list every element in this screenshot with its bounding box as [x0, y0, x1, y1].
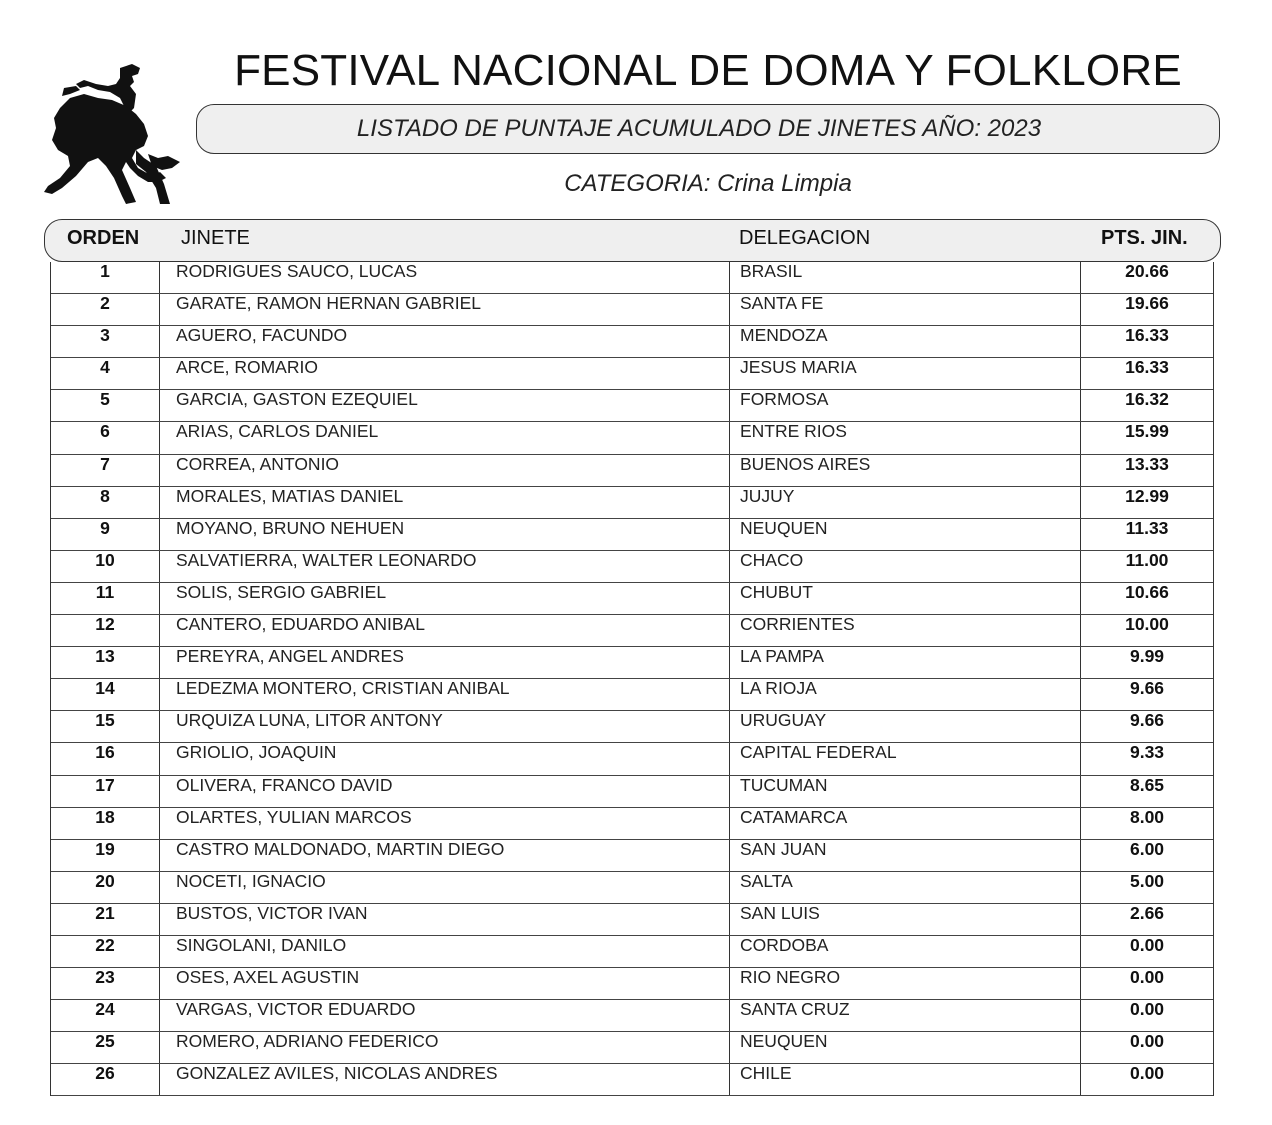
- orden-cell: 9: [51, 519, 160, 550]
- pts-cell: 9.33: [1129, 742, 1165, 763]
- orden-cell: 15: [51, 711, 160, 742]
- table-row: [51, 1064, 1213, 1096]
- orden-cell: 22: [51, 936, 160, 967]
- orden-cell: 10: [51, 551, 160, 582]
- pts-cell: 16.32: [1125, 389, 1169, 410]
- jinete-cell: RODRIGUES SAUCO, LUCAS: [160, 262, 730, 293]
- column-header-jinete: JINETE: [181, 227, 250, 249]
- orden-cell: 18: [51, 808, 160, 839]
- table-row: [51, 326, 1213, 358]
- pts-cell: 15.99: [1125, 421, 1169, 442]
- jinete-cell: SALVATIERRA, WALTER LEONARDO: [160, 551, 730, 582]
- jinete-cell: MORALES, MATIAS DANIEL: [160, 487, 730, 518]
- jinete-cell: LEDEZMA MONTERO, CRISTIAN ANIBAL: [160, 679, 730, 710]
- jinete-cell: GARCIA, GASTON EZEQUIEL: [160, 390, 730, 421]
- table-row: [51, 743, 1213, 775]
- jinete-cell: CANTERO, EDUARDO ANIBAL: [160, 615, 730, 646]
- column-header-pts: PTS. JIN.: [1101, 227, 1188, 249]
- delegacion-cell: SANTA FE: [730, 294, 1081, 325]
- delegacion-cell: SALTA: [730, 872, 1081, 903]
- pts-cell: 10.66: [1125, 581, 1169, 602]
- jinete-cell: CASTRO MALDONADO, MARTIN DIEGO: [160, 840, 730, 871]
- delegacion-cell: ENTRE RIOS: [730, 422, 1081, 453]
- delegacion-cell: LA PAMPA: [730, 647, 1081, 678]
- delegacion-cell: NEUQUEN: [730, 519, 1081, 550]
- delegacion-cell: JESUS MARIA: [730, 358, 1081, 389]
- jinete-cell: GARATE, RAMON HERNAN GABRIEL: [160, 294, 730, 325]
- pts-cell: 0.00: [1129, 967, 1165, 988]
- jinete-cell: MOYANO, BRUNO NEHUEN: [160, 519, 730, 550]
- delegacion-cell: CAPITAL FEDERAL: [730, 743, 1081, 774]
- table-row: [51, 840, 1213, 872]
- table-row: [51, 1032, 1213, 1064]
- table-row: [51, 904, 1213, 936]
- category-label: CATEGORIA: Crina Limpia: [564, 170, 852, 197]
- orden-cell: 20: [51, 872, 160, 903]
- pts-cell: 11.33: [1125, 517, 1169, 538]
- results-table: [50, 262, 1214, 1096]
- jinete-cell: NOCETI, IGNACIO: [160, 872, 730, 903]
- column-header-orden: ORDEN: [67, 227, 140, 249]
- pts-cell: 12.99: [1125, 485, 1169, 506]
- table-row: [51, 294, 1213, 326]
- table-row: [51, 262, 1213, 294]
- orden-cell: 24: [51, 1000, 160, 1031]
- delegacion-cell: CHUBUT: [730, 583, 1081, 614]
- orden-cell: 4: [51, 358, 160, 389]
- orden-cell: 21: [51, 904, 160, 935]
- pts-cell: 9.99: [1129, 646, 1165, 667]
- table-row: [51, 519, 1213, 551]
- jinete-cell: PEREYRA, ANGEL ANDRES: [160, 647, 730, 678]
- orden-cell: 19: [51, 840, 160, 871]
- pts-cell: 5.00: [1129, 870, 1165, 891]
- table-row: [51, 1000, 1213, 1032]
- table-row: [51, 390, 1213, 422]
- jinete-cell: GONZALEZ AVILES, NICOLAS ANDRES: [160, 1064, 730, 1095]
- jinete-cell: ROMERO, ADRIANO FEDERICO: [160, 1032, 730, 1063]
- pts-cell: 6.00: [1129, 838, 1165, 859]
- jinete-cell: SOLIS, SERGIO GABRIEL: [160, 583, 730, 614]
- delegacion-cell: JUJUY: [730, 487, 1081, 518]
- table-row: [51, 358, 1213, 390]
- pts-cell: 0.00: [1129, 1063, 1165, 1084]
- pts-cell: 8.00: [1129, 806, 1165, 827]
- pts-cell: 0.00: [1129, 934, 1165, 955]
- delegacion-cell: SAN LUIS: [730, 904, 1081, 935]
- subtitle-banner: [196, 104, 1220, 154]
- orden-cell: 3: [51, 326, 160, 357]
- orden-cell: 8: [51, 487, 160, 518]
- jinete-cell: GRIOLIO, JOAQUIN: [160, 743, 730, 774]
- orden-cell: 7: [51, 455, 160, 486]
- delegacion-cell: LA RIOJA: [730, 679, 1081, 710]
- table-row: [51, 551, 1213, 583]
- pts-cell: 0.00: [1129, 1031, 1165, 1052]
- delegacion-cell: CHILE: [730, 1064, 1081, 1095]
- jinete-cell: ARCE, ROMARIO: [160, 358, 730, 389]
- jinete-cell: VARGAS, VICTOR EDUARDO: [160, 1000, 730, 1031]
- delegacion-cell: BRASIL: [730, 262, 1081, 293]
- table-row: [51, 487, 1213, 519]
- jinete-cell: CORREA, ANTONIO: [160, 455, 730, 486]
- delegacion-cell: BUENOS AIRES: [730, 455, 1081, 486]
- jinete-cell: OLARTES, YULIAN MARCOS: [160, 808, 730, 839]
- table-row: [51, 422, 1213, 454]
- pts-cell: 9.66: [1129, 678, 1165, 699]
- table-row: [51, 711, 1213, 743]
- jinete-cell: OSES, AXEL AGUSTIN: [160, 968, 730, 999]
- pts-cell: 2.66: [1129, 902, 1165, 923]
- jinete-cell: SINGOLANI, DANILO: [160, 936, 730, 967]
- table-row: [51, 647, 1213, 679]
- delegacion-cell: SANTA CRUZ: [730, 1000, 1081, 1031]
- pts-cell: 10.00: [1125, 614, 1169, 635]
- delegacion-cell: MENDOZA: [730, 326, 1081, 357]
- delegacion-cell: TUCUMAN: [730, 776, 1081, 807]
- table-header: [44, 219, 1221, 262]
- table-row: [51, 583, 1213, 615]
- orden-cell: 13: [51, 647, 160, 678]
- table-row: [51, 776, 1213, 808]
- pts-cell: 16.33: [1125, 325, 1169, 346]
- table-row: [51, 968, 1213, 1000]
- table-row: [51, 455, 1213, 487]
- table-row: [51, 808, 1213, 840]
- delegacion-cell: NEUQUEN: [730, 1032, 1081, 1063]
- delegacion-cell: SAN JUAN: [730, 840, 1081, 871]
- orden-cell: 25: [51, 1032, 160, 1063]
- delegacion-cell: FORMOSA: [730, 390, 1081, 421]
- table-row: [51, 679, 1213, 711]
- delegacion-cell: CHACO: [730, 551, 1081, 582]
- jinete-cell: AGUERO, FACUNDO: [160, 326, 730, 357]
- pts-cell: 16.33: [1125, 357, 1169, 378]
- pts-cell: 20.66: [1125, 261, 1169, 281]
- delegacion-cell: URUGUAY: [730, 711, 1081, 742]
- orden-cell: 26: [51, 1064, 160, 1095]
- pts-cell: 8.65: [1129, 774, 1165, 795]
- delegacion-cell: CORRIENTES: [730, 615, 1081, 646]
- pts-cell: 19.66: [1125, 293, 1169, 314]
- pts-cell: 9.66: [1129, 710, 1165, 731]
- table-row: [51, 615, 1213, 647]
- jinete-cell: URQUIZA LUNA, LITOR ANTONY: [160, 711, 730, 742]
- orden-cell: 2: [51, 294, 160, 325]
- orden-cell: 12: [51, 615, 160, 646]
- orden-cell: 14: [51, 679, 160, 710]
- orden-cell: 6: [51, 422, 160, 453]
- delegacion-cell: RIO NEGRO: [730, 968, 1081, 999]
- delegacion-cell: CORDOBA: [730, 936, 1081, 967]
- pts-cell: 11.00: [1125, 549, 1169, 570]
- delegacion-cell: CATAMARCA: [730, 808, 1081, 839]
- orden-cell: 16: [51, 743, 160, 774]
- page-title: FESTIVAL NACIONAL DE DOMA Y FOLKLORE: [234, 46, 1182, 95]
- jinete-cell: ARIAS, CARLOS DANIEL: [160, 422, 730, 453]
- orden-cell: 5: [51, 390, 160, 421]
- jinete-cell: BUSTOS, VICTOR IVAN: [160, 904, 730, 935]
- subtitle-text: LISTADO DE PUNTAJE ACUMULADO DE JINETES AÑO: 2023: [356, 115, 1042, 142]
- orden-cell: 17: [51, 776, 160, 807]
- orden-cell: 1: [51, 262, 160, 293]
- pts-cell: 13.33: [1125, 453, 1169, 474]
- orden-cell: 11: [51, 583, 160, 614]
- table-row: [51, 872, 1213, 904]
- orden-cell: 23: [51, 968, 160, 999]
- pts-cell: 0.00: [1129, 999, 1165, 1020]
- column-header-delegacion: DELEGACION: [739, 227, 871, 249]
- horse-rider-silhouette-icon: [40, 58, 192, 206]
- jinete-cell: OLIVERA, FRANCO DAVID: [160, 776, 730, 807]
- table-row: [51, 936, 1213, 968]
